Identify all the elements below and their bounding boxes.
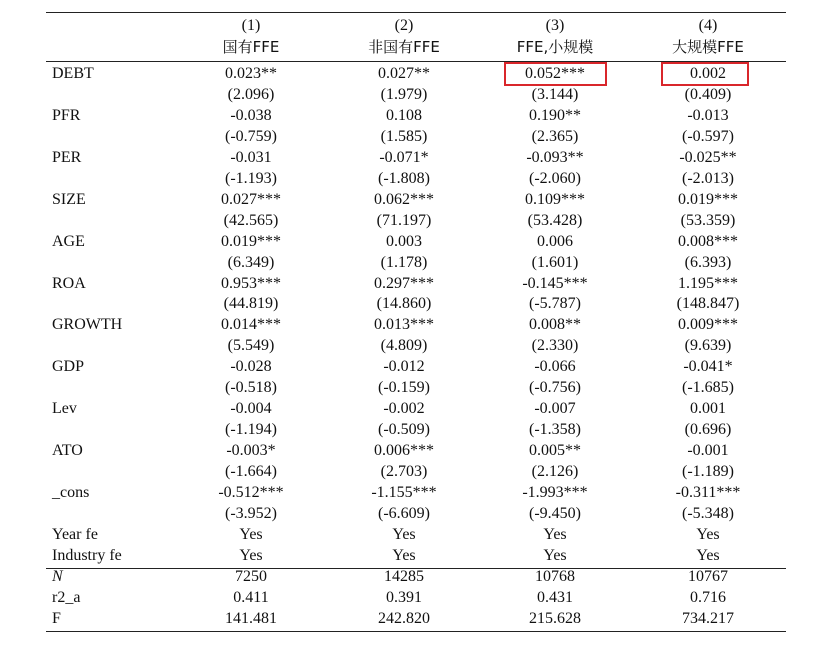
coefficient-cell: 0.027*** [221,191,281,208]
t-stat-cell: (-5.348) [682,505,734,522]
coefficient-cell: 0.019*** [678,191,738,208]
column-number: (3) [545,17,565,34]
fixed-effect-cell: Yes [239,526,263,543]
coefficient-cell: -0.038 [230,107,272,124]
coefficient-cell: 1.195*** [678,275,738,292]
stats-row [46,567,786,588]
coefficient-cell: 0.052*** [525,65,585,82]
t-stat-cell: (14.860) [376,295,432,312]
t-stat-row [46,378,786,399]
t-stat-row [46,504,786,525]
column-number-row [46,16,786,36]
row-label: PER [52,149,82,166]
row-label: DEBT [52,65,94,82]
t-stat-cell: (-9.450) [529,505,581,522]
t-stat-row [46,85,786,106]
t-stat-cell: (2.703) [380,463,428,480]
coefficient-cell: 0.002 [690,65,726,82]
coefficient-cell: 0.297*** [374,275,434,292]
t-stat-cell: (-0.597) [682,128,734,145]
coefficient-row [46,357,786,378]
t-stat-cell: (44.819) [223,295,279,312]
fixed-effect-cell: Yes [239,547,263,564]
fixed-effect-cell: Yes [696,526,720,543]
coefficient-cell: 0.006*** [374,442,434,459]
t-stat-cell: (-1.808) [378,170,430,187]
t-stat-cell: (0.409) [684,86,732,103]
t-stat-cell: (-1.194) [225,421,277,438]
t-stat-cell: (9.639) [684,337,732,354]
coefficient-cell: 0.003 [386,233,422,250]
coefficient-cell: -0.145*** [522,275,588,292]
stats-cell: 242.820 [378,610,430,627]
t-stat-cell: (71.197) [376,212,432,229]
column-name-row [46,37,786,57]
t-stat-cell: (-0.759) [225,128,277,145]
stats-cell: 141.481 [225,610,277,627]
column-name: 大规模FFE [672,38,744,56]
t-stat-cell: (3.144) [531,86,579,103]
t-stat-cell: (6.393) [684,254,732,271]
coefficient-cell: 0.023** [225,65,277,82]
row-label: N [52,568,63,585]
coefficient-row [46,441,786,462]
stats-cell: 0.716 [690,589,726,606]
t-stat-cell: (-5.787) [529,295,581,312]
fixed-effect-cell: Yes [696,547,720,564]
row-label: ATO [52,442,83,459]
t-stat-row [46,169,786,190]
t-stat-cell: (53.359) [680,212,736,229]
coefficient-cell: -0.512*** [218,484,284,501]
t-stat-cell: (42.565) [223,212,279,229]
coefficient-row [46,148,786,169]
coefficient-cell: 0.109*** [525,191,585,208]
coefficient-cell: -0.031 [230,149,272,166]
coefficient-cell: 0.009*** [678,316,738,333]
t-stat-cell: (-1.193) [225,170,277,187]
t-stat-cell: (4.809) [380,337,428,354]
t-stat-cell: (-1.664) [225,463,277,480]
coefficient-cell: -0.025** [679,149,737,166]
coefficient-cell: -0.001 [687,442,729,459]
coefficient-cell: 0.108 [386,107,422,124]
coefficient-cell: -0.004 [230,400,272,417]
stats-cell: 0.411 [233,589,269,606]
t-stat-cell: (0.696) [684,421,732,438]
t-stat-cell: (-0.756) [529,379,581,396]
fixed-effect-cell: Yes [392,526,416,543]
coefficient-cell: 0.006 [537,233,573,250]
t-stat-row [46,294,786,315]
t-stat-cell: (-1.189) [682,463,734,480]
t-stat-cell: (1.585) [380,128,428,145]
coefficient-cell: -0.003* [226,442,276,459]
row-label: AGE [52,233,85,250]
coefficient-cell: -0.002 [383,400,425,417]
column-number: (1) [241,17,261,34]
coefficient-cell: 0.027** [378,65,430,82]
t-stat-cell: (2.096) [227,86,275,103]
t-stat-cell: (-0.159) [378,379,430,396]
fixed-effect-row [46,525,786,546]
t-stat-cell: (5.549) [227,337,275,354]
bottom-rule [46,631,786,632]
column-name: FFE,小规模 [516,38,594,56]
row-label: ROA [52,275,86,292]
t-stat-cell: (-1.685) [682,379,734,396]
stats-row [46,588,786,609]
coefficient-cell: -0.007 [534,400,576,417]
coefficient-cell: -1.993*** [522,484,588,501]
coefficient-cell: -0.071* [379,149,429,166]
coefficient-cell: -0.066 [534,358,576,375]
coefficient-cell: -0.311*** [675,484,741,501]
t-stat-row [46,462,786,483]
t-stat-cell: (-6.609) [378,505,430,522]
t-stat-cell: (-0.518) [225,379,277,396]
coefficient-cell: 0.008*** [678,233,738,250]
coefficient-cell: 0.014*** [221,316,281,333]
fixed-effect-cell: Yes [543,547,567,564]
row-label: Lev [52,400,77,417]
t-stat-row [46,211,786,232]
coefficient-cell: -0.041* [683,358,733,375]
stats-row [46,609,786,630]
t-stat-cell: (6.349) [227,254,275,271]
coefficient-row [46,399,786,420]
coefficient-cell: 0.013*** [374,316,434,333]
row-label: GDP [52,358,85,375]
highlight-box-col4-debt [661,62,749,86]
stats-cell: 0.431 [537,589,573,606]
fixed-effect-cell: Yes [392,547,416,564]
t-stat-row [46,253,786,274]
column-number: (2) [394,17,414,34]
column-number: (4) [698,17,718,34]
t-stat-cell: (-0.509) [378,421,430,438]
stats-cell: 734.217 [682,610,734,627]
coefficient-cell: -0.012 [383,358,425,375]
t-stat-cell: (148.847) [676,295,740,312]
t-stat-row [46,336,786,357]
row-label: SIZE [52,191,86,208]
coefficient-cell: 0.001 [690,400,726,417]
t-stat-row [46,127,786,148]
column-name: 非国有FFE [368,38,440,56]
coefficient-row [46,315,786,336]
coefficient-cell: -0.093** [526,149,584,166]
coefficient-cell: 0.953*** [221,275,281,292]
t-stat-cell: (-3.952) [225,505,277,522]
t-stat-cell: (53.428) [527,212,583,229]
stats-cell: 215.628 [529,610,581,627]
coefficient-row [46,190,786,211]
top-rule [46,12,786,13]
row-label: Year fe [52,526,98,543]
coefficient-row [46,232,786,253]
stats-cell: 10768 [535,568,575,585]
stats-cell: 7250 [235,568,267,585]
t-stat-cell: (2.365) [531,128,579,145]
t-stat-cell: (-2.013) [682,170,734,187]
coefficient-row [46,483,786,504]
coefficient-cell: 0.005** [529,442,581,459]
row-label: PFR [52,107,81,124]
highlight-box-col3-debt [504,62,607,86]
t-stat-cell: (2.330) [531,337,579,354]
t-stat-cell: (2.126) [531,463,579,480]
coefficient-cell: 0.008** [529,316,581,333]
t-stat-cell: (-1.358) [529,421,581,438]
row-label: F [52,610,61,627]
coefficient-row [46,106,786,127]
coefficient-cell: 0.019*** [221,233,281,250]
t-stat-cell: (1.178) [380,254,428,271]
stats-cell: 14285 [384,568,424,585]
stats-cell: 0.391 [386,589,422,606]
stats-cell: 10767 [688,568,728,585]
coefficient-cell: 0.190** [529,107,581,124]
row-label: r2_a [52,589,81,606]
t-stat-cell: (1.601) [531,254,579,271]
t-stat-cell: (-2.060) [529,170,581,187]
row-label: Industry fe [52,547,122,564]
coefficient-cell: -0.028 [230,358,272,375]
row-label: _cons [52,484,90,501]
fixed-effect-cell: Yes [543,526,567,543]
fixed-effect-row [46,546,786,567]
coefficient-cell: 0.062*** [374,191,434,208]
coefficient-cell: -0.013 [687,107,729,124]
t-stat-cell: (1.979) [380,86,428,103]
coefficient-cell: -1.155*** [371,484,437,501]
t-stat-row [46,420,786,441]
coefficient-row [46,274,786,295]
column-name: 国有FFE [222,38,280,56]
row-label: GROWTH [52,316,123,333]
